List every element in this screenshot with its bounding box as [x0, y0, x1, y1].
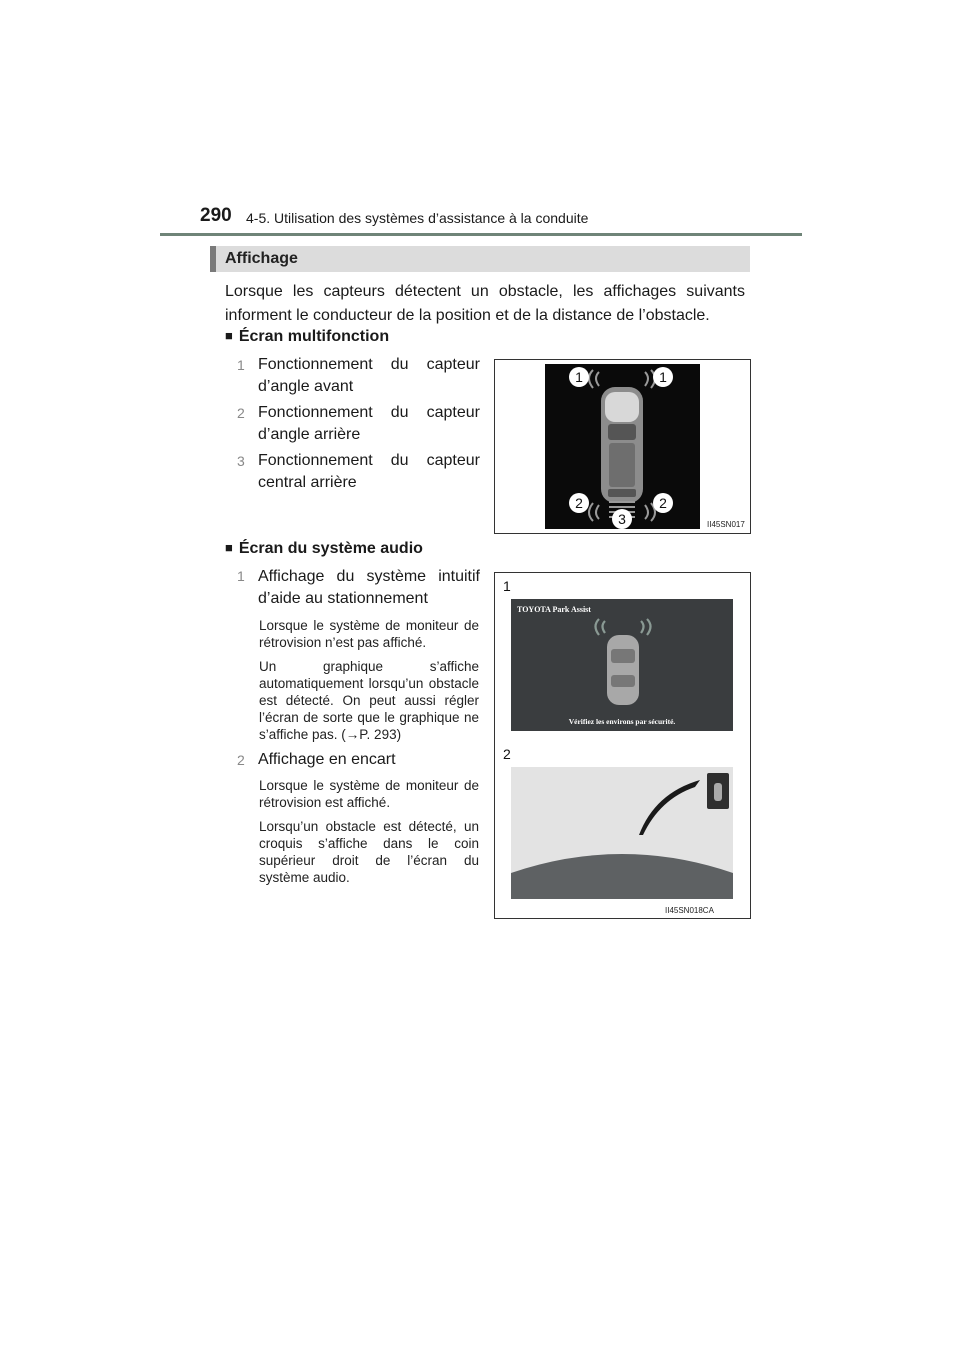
car-top-view-icon — [601, 387, 643, 503]
square-bullet-icon: ■ — [225, 328, 233, 343]
multi-item-number: 3 — [237, 453, 245, 469]
callout-2-left: 2 — [575, 495, 583, 511]
callout-1: 1 — [503, 578, 511, 594]
header-rule — [160, 233, 802, 236]
audio-display-illustration — [495, 573, 750, 918]
page-number: 290 — [200, 205, 232, 226]
multi-display-illustration — [495, 360, 750, 533]
section-title: Affichage — [225, 250, 298, 267]
multi-item-number: 2 — [237, 405, 245, 421]
note-text: Un graphique s’affiche automatiquement lorsqu’un obstacle est détecté. On peut aussi régler l’écran de sorte que le graphique ne s’affiche pas. (→P. 293) — [259, 659, 479, 742]
multi-item-text: Fonctionnement du capteur d’angle avant — [258, 356, 480, 395]
audio-item-text: Affichage du système intuitif d’aide au stationnement — [258, 568, 480, 607]
multi-item-text: Fonctionnement du capteur central arrière — [258, 452, 480, 491]
multi-heading-text: Écran multifonction — [238, 328, 390, 345]
chapter-title: 4-5. Utilisation des systèmes d’assistance à la conduite — [246, 210, 589, 226]
audio-item-number: 2 — [237, 752, 245, 768]
audio-heading-text: Écran du système audio — [238, 540, 423, 557]
figure-code: II45SN018CA — [665, 906, 714, 915]
audio-item-text: Affichage en encart — [258, 751, 396, 768]
multi-display-figure — [494, 359, 751, 534]
audio-display-figure — [494, 572, 751, 919]
multi-item-text: Fonctionnement du capteur d’angle arrière — [258, 404, 480, 443]
callout-3: 3 — [618, 511, 626, 527]
callout-1-left: 1 — [575, 369, 583, 385]
square-bullet-icon: ■ — [225, 540, 233, 555]
section-header — [210, 246, 750, 272]
callout-1-right: 1 — [659, 369, 667, 385]
callout-2-right: 2 — [659, 495, 667, 511]
audio-heading — [225, 540, 423, 558]
multi-item-number: 1 — [237, 357, 245, 373]
callout-2: 2 — [503, 746, 511, 762]
figure-code: II45SN017 — [707, 520, 745, 529]
screen-title: TOYOTA Park Assist — [517, 605, 591, 614]
note-text: Lorsque le système de moniteur de rétrovision est affiché. — [259, 778, 479, 810]
audio-item1-notes — [259, 617, 479, 750]
screen-caption: Vérifiez les environs par sécurité. — [568, 717, 676, 726]
audio-item2-notes — [259, 777, 479, 893]
audio-item-number: 1 — [237, 568, 245, 584]
car-sedan-icon — [607, 635, 639, 705]
note-text: Lorsque le système de moniteur de rétrovision n’est pas affiché. — [259, 618, 479, 650]
intro-paragraph: Lorsque les capteurs détectent un obstacle, les affichages suivants informent le conducteur de la position et de la distance de l’obstacle. — [225, 283, 745, 324]
section-accent — [210, 246, 216, 272]
multi-heading — [225, 328, 389, 346]
note-text: Lorsqu’un obstacle est détecté, un croquis s’affiche dans le coin supérieur droit de l’écran du système audio. — [259, 819, 479, 885]
